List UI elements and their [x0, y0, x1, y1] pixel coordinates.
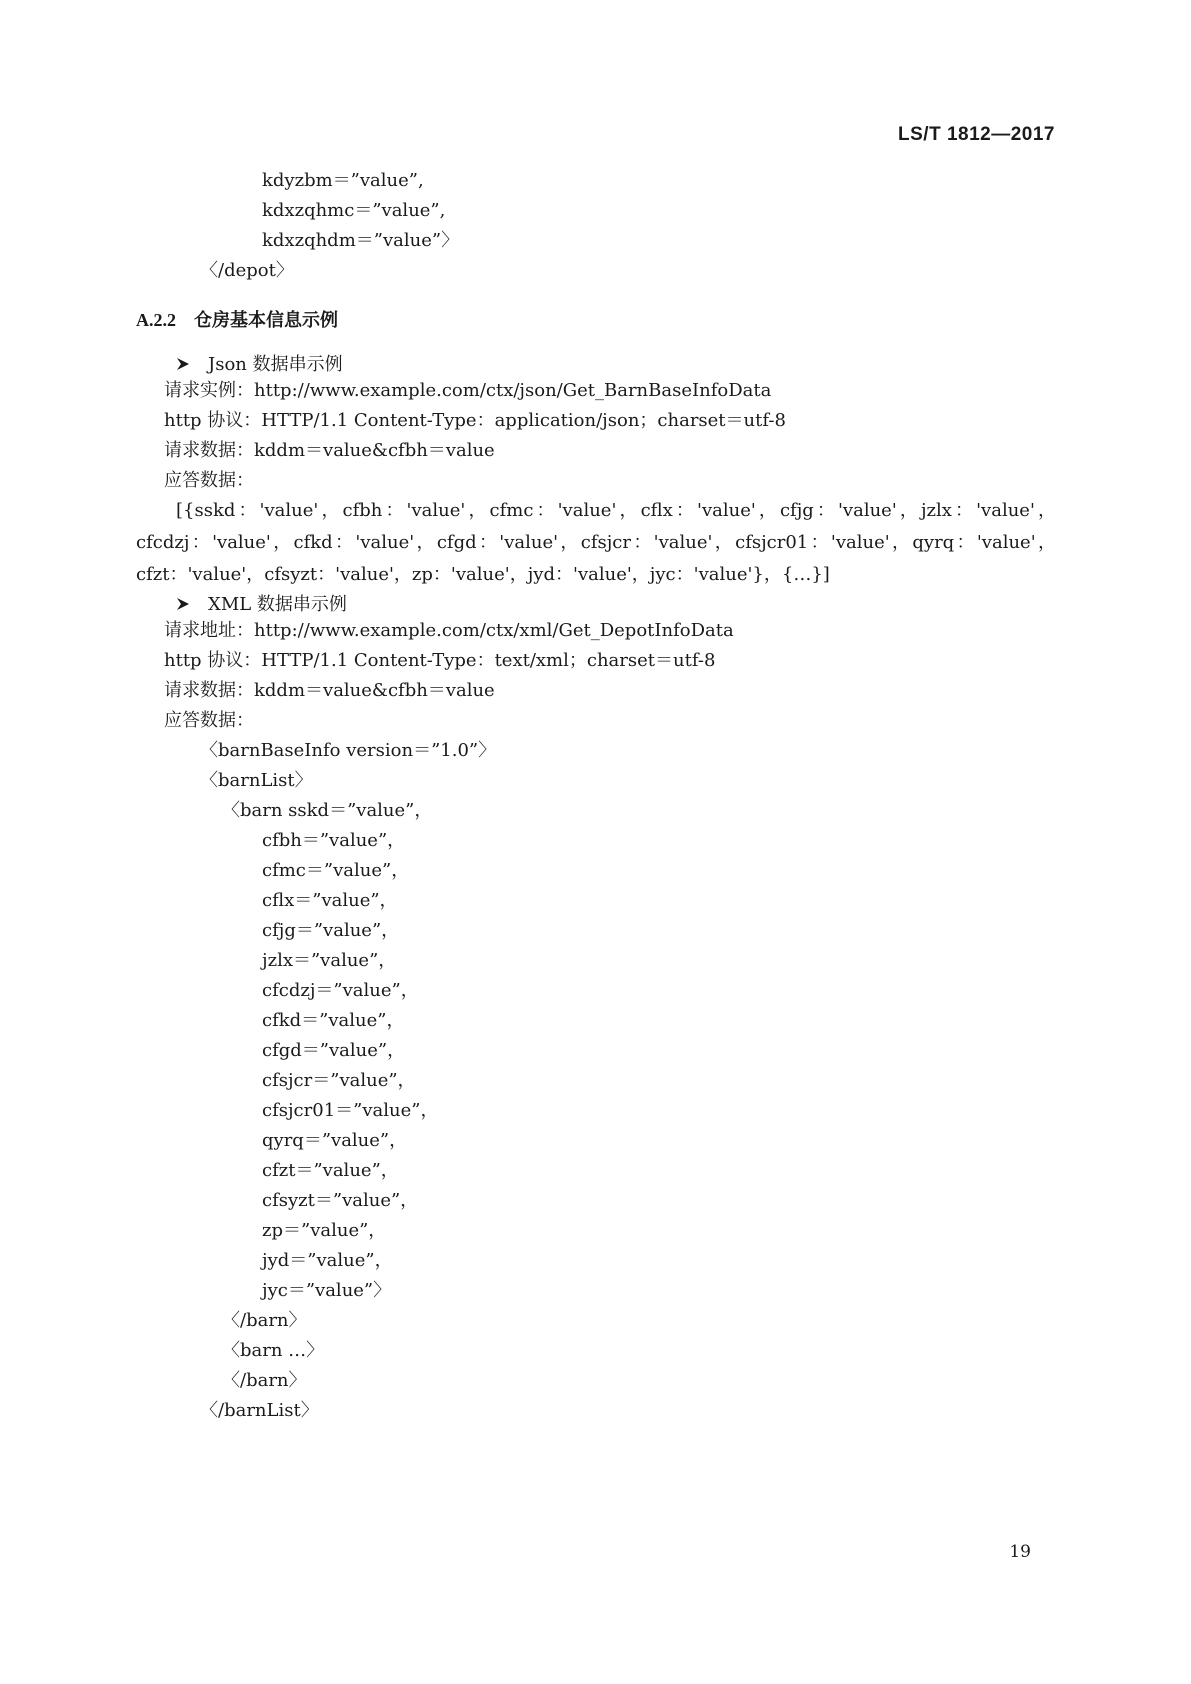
- section-number: A.2.2: [136, 310, 176, 330]
- xml-line: 〈barnList〉: [200, 770, 313, 791]
- xml-attribute: cfsjcr＝”value”，: [262, 1070, 416, 1091]
- xml-line: 〈barn sskd＝”value”，: [222, 800, 433, 821]
- code-line: kdxzqhdm＝”value”〉: [262, 230, 460, 251]
- xml-attribute: cfjg＝”value”，: [262, 920, 400, 941]
- section-title: 仓房基本信息示例: [194, 310, 338, 331]
- xml-attribute: cfsjcr01＝”value”，: [262, 1100, 439, 1121]
- xml-line: 〈/barn〉: [222, 1370, 307, 1391]
- xml-attribute: cfzt＝”value”，: [262, 1160, 399, 1181]
- protocol-line: http 协议：HTTP/1.1 Content-Type：text/xml；charset＝utf-8: [164, 650, 716, 671]
- standard-code: LS/T 1812—2017: [898, 124, 1055, 145]
- response-label: 应答数据：: [164, 710, 254, 731]
- xml-attribute: cfgd＝”value”，: [262, 1040, 406, 1061]
- code-line: 〈/depot〉: [200, 260, 294, 281]
- xml-attribute: jyd＝”value”，: [262, 1250, 393, 1271]
- code-line: kdyzbm＝”value”,: [262, 170, 424, 191]
- xml-line: 〈barnBaseInfo version＝”1.0”〉: [200, 740, 497, 761]
- json-bullet: [176, 350, 343, 376]
- xml-line: 〈/barn〉: [222, 1310, 307, 1331]
- section-heading: [136, 306, 338, 332]
- bullet-label: XML 数据串示例: [208, 594, 347, 615]
- xml-attribute: cflx＝”value”，: [262, 890, 398, 911]
- response-label: 应答数据：: [164, 470, 254, 491]
- protocol-line: http 协议：HTTP/1.1 Content-Type：application/json；charset＝utf-8: [164, 410, 786, 431]
- xml-attribute: cfmc＝”value”，: [262, 860, 410, 881]
- xml-attribute: cfcdzj＝”value”，: [262, 980, 419, 1001]
- xml-line: 〈barn …〉: [222, 1340, 325, 1361]
- page-number: 19: [1009, 1542, 1031, 1562]
- arrow-bullet-icon: [176, 597, 190, 611]
- code-line: kdxzqhmc＝”value”,: [262, 200, 446, 221]
- xml-bullet: [176, 590, 347, 616]
- xml-attribute: cfkd＝”value”，: [262, 1010, 405, 1031]
- request-url: 请求地址：http://www.example.com/ctx/xml/Get_DepotInfoData: [164, 620, 734, 641]
- xml-attribute: jzlx＝”value”，: [262, 950, 397, 971]
- xml-attribute: cfsyzt＝”value”，: [262, 1190, 419, 1211]
- request-data: 请求数据：kddm＝value&cfbh＝value: [164, 440, 495, 461]
- xml-line: 〈/barnList〉: [200, 1400, 319, 1421]
- xml-attribute: zp＝”value”，: [262, 1220, 387, 1241]
- arrow-bullet-icon: [176, 357, 190, 371]
- xml-attribute: qyrq＝”value”，: [262, 1130, 408, 1151]
- request-data: 请求数据：kddm＝value&cfbh＝value: [164, 680, 495, 701]
- request-url: 请求实例：http://www.example.com/ctx/json/Get_BarnBaseInfoData: [164, 380, 772, 401]
- xml-attribute: jyc＝”value”〉: [262, 1280, 392, 1301]
- bullet-label: Json 数据串示例: [208, 354, 343, 375]
- json-response-body: [{sskd：'value'，cfbh：'value'，cfmc：'value'，cflx：'value'，cfjg：'value'，jzlx：'value'，cfcdzj：'value'，cfkd：'value'，cfgd：'value'，cfsjcr：'value'，cfsjcr01：'value'，qyrq：'value'，cfzt：'value'，cfsyzt：'value'，zp：'value'，jyd：'value'，jyc：'value'}，{…}]: [136, 500, 1056, 585]
- xml-attribute: cfbh＝”value”，: [262, 830, 406, 851]
